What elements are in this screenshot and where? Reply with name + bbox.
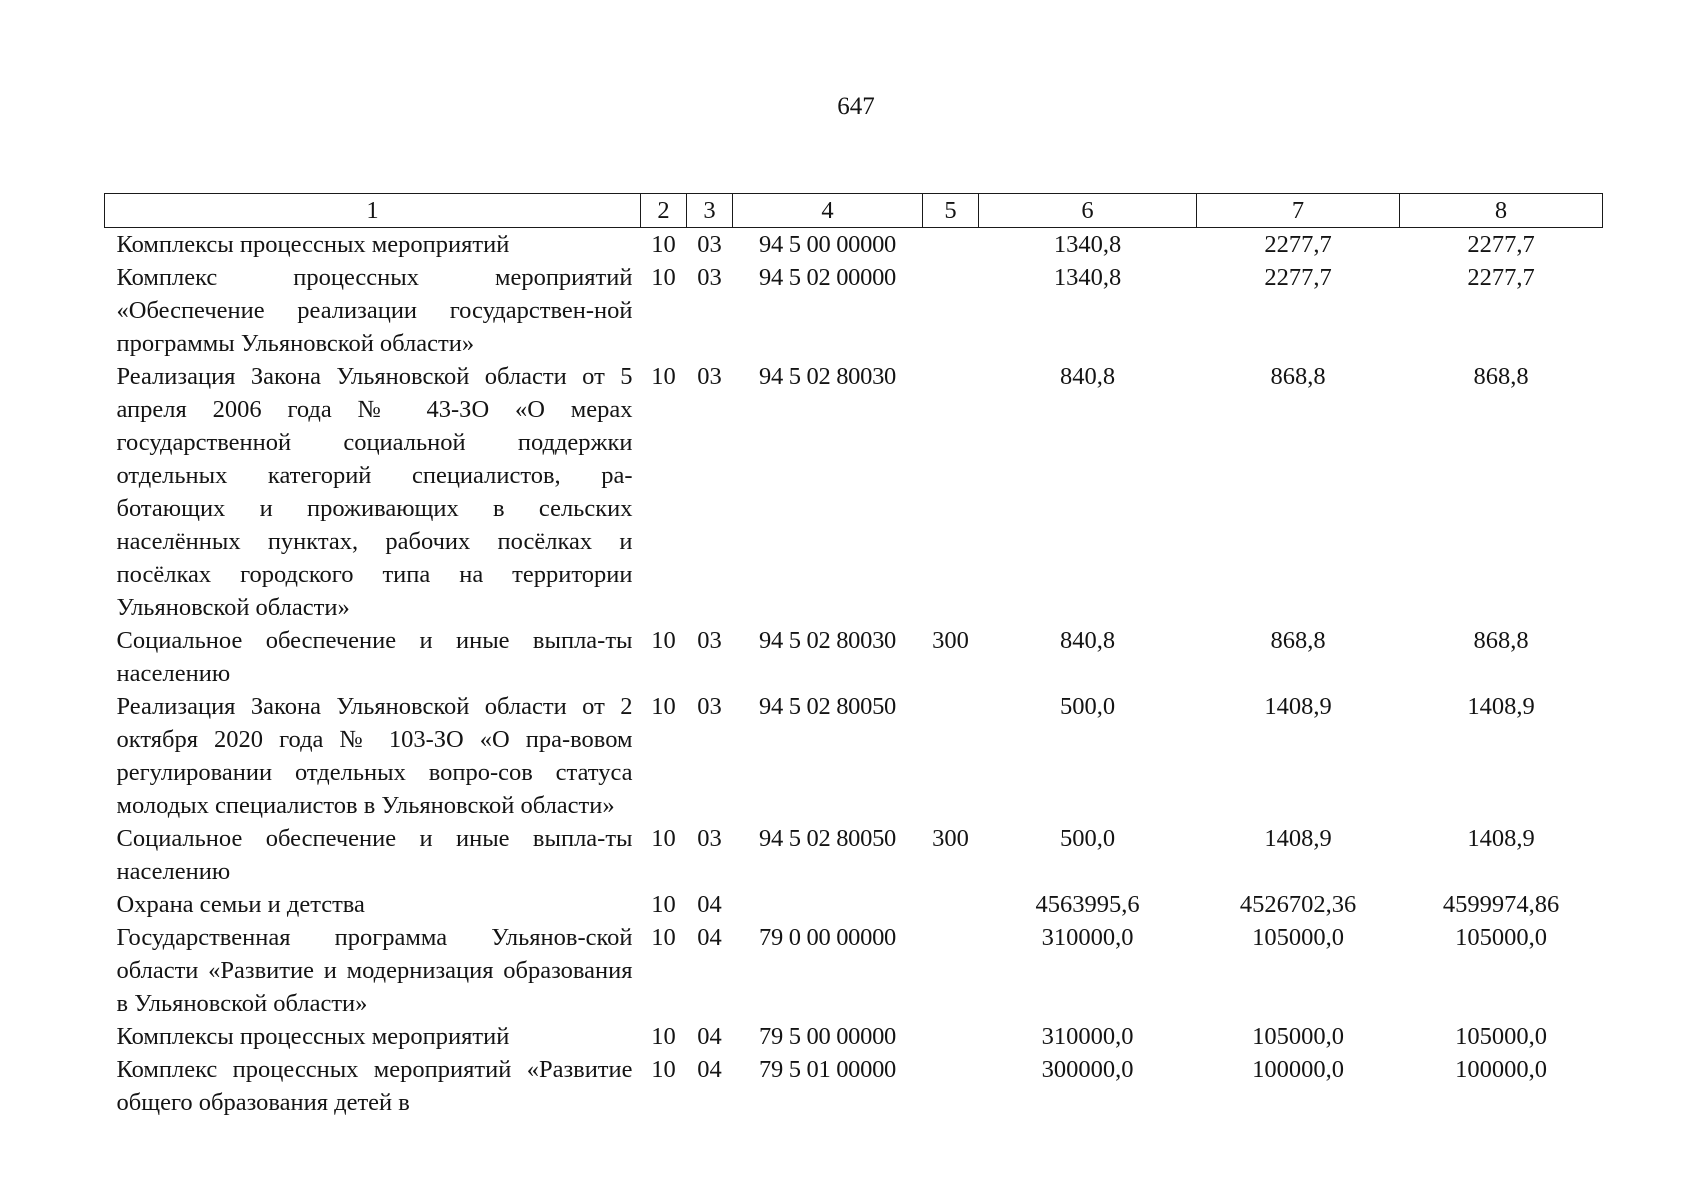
row-subsection: 03 bbox=[697, 693, 722, 720]
row-amount-col6: 300000,0 bbox=[1041, 1056, 1134, 1083]
row-amount-col8: 1408,9 bbox=[1467, 693, 1535, 720]
row-name: Комплексы процессных мероприятий bbox=[116, 231, 510, 258]
row-section: 10 bbox=[651, 363, 676, 390]
row-amount-col8: 1408,9 bbox=[1467, 825, 1535, 852]
row-expense-type: 300 bbox=[932, 627, 969, 654]
row-subsection: 03 bbox=[697, 264, 722, 291]
row-subsection: 04 bbox=[697, 924, 722, 951]
row-section: 10 bbox=[651, 1023, 676, 1050]
row-target-code: 79 5 00 00000 bbox=[759, 1023, 896, 1050]
row-amount-col6: 500,0 bbox=[1059, 693, 1116, 720]
row-amount-col8: 868,8 bbox=[1473, 627, 1529, 654]
row-amount-col8: 100000,0 bbox=[1455, 1056, 1547, 1083]
row-amount-col6: 4563995,6 bbox=[1035, 891, 1140, 918]
row-amount-col7: 2277,7 bbox=[1264, 231, 1332, 258]
row-subsection: 03 bbox=[697, 825, 722, 852]
row-subsection: 04 bbox=[697, 1056, 722, 1083]
header-col-8: 8 bbox=[1400, 194, 1603, 228]
header-col-5: 5 bbox=[923, 194, 979, 228]
row-target-code: 79 0 00 00000 bbox=[759, 924, 896, 951]
table-row bbox=[105, 624, 1603, 690]
row-target-code: 94 5 00 00000 bbox=[759, 231, 896, 258]
row-amount-col7: 2277,7 bbox=[1264, 264, 1332, 291]
row-name: Комплекс процессных мероприятий «Развитие общего образования детей в bbox=[116, 1056, 633, 1116]
row-amount-col8: 4599974,86 bbox=[1442, 891, 1560, 918]
table-row bbox=[105, 360, 1603, 624]
budget-table-container bbox=[104, 193, 1602, 1119]
row-section: 10 bbox=[651, 693, 676, 720]
row-target-code: 94 5 02 80030 bbox=[759, 363, 896, 390]
row-expense-type bbox=[923, 888, 979, 921]
row-name: Государственная программа Ульянов-ской области «Развитие и модернизация образования в Ульяновской области» bbox=[116, 924, 633, 1017]
header-col-6: 6 bbox=[979, 194, 1197, 228]
table-body bbox=[105, 228, 1603, 1120]
row-amount-col8: 105000,0 bbox=[1455, 1023, 1547, 1050]
row-amount-col6: 1340,8 bbox=[1053, 231, 1122, 258]
table-row bbox=[105, 822, 1603, 888]
row-amount-col6: 840,8 bbox=[1059, 627, 1116, 654]
row-expense-type bbox=[923, 1020, 979, 1053]
table-row bbox=[105, 921, 1603, 1020]
header-col-1: 1 bbox=[105, 194, 641, 228]
header-col-7: 7 bbox=[1197, 194, 1400, 228]
row-amount-col6: 310000,0 bbox=[1041, 924, 1134, 951]
row-section: 10 bbox=[651, 825, 676, 852]
table-row bbox=[105, 1053, 1603, 1119]
row-name: Реализация Закона Ульяновской области от 5 апреля 2006 года № 43-ЗО «О мерах государственной социальной поддержки отдельных категорий специалистов, ра-ботающих и проживающих в сельских населённых пунктах, рабочих посёлках и посёлках городского типа на территории Ульяновской области» bbox=[116, 363, 633, 621]
row-amount-col8: 2277,7 bbox=[1467, 231, 1535, 258]
row-section: 10 bbox=[651, 264, 676, 291]
header-col-4: 4 bbox=[733, 194, 923, 228]
row-amount-col7: 100000,0 bbox=[1252, 1056, 1344, 1083]
header-col-2: 2 bbox=[641, 194, 687, 228]
row-amount-col8: 868,8 bbox=[1473, 363, 1529, 390]
budget-table bbox=[104, 193, 1603, 1119]
row-amount-col8: 2277,7 bbox=[1467, 264, 1535, 291]
row-subsection: 03 bbox=[697, 231, 722, 258]
table-row bbox=[105, 261, 1603, 360]
row-amount-col7: 1408,9 bbox=[1264, 693, 1332, 720]
row-target-code bbox=[733, 888, 923, 921]
row-name: Комплексы процессных мероприятий bbox=[116, 1023, 510, 1050]
row-section: 10 bbox=[651, 231, 676, 258]
table-row bbox=[105, 228, 1603, 262]
table-row bbox=[105, 1020, 1603, 1053]
row-expense-type bbox=[923, 690, 979, 822]
row-target-code: 94 5 02 00000 bbox=[759, 264, 896, 291]
row-expense-type bbox=[923, 1053, 979, 1119]
row-name: Реализация Закона Ульяновской области от 2 октября 2020 года № 103-ЗО «О пра-вовом регулировании отдельных вопро-сов статуса молодых специалистов в Ульяновской области» bbox=[116, 693, 633, 819]
row-name: Охрана семьи и детства bbox=[116, 891, 365, 918]
row-amount-col8: 105000,0 bbox=[1455, 924, 1547, 951]
row-amount-col7: 105000,0 bbox=[1252, 924, 1344, 951]
row-expense-type: 300 bbox=[932, 825, 969, 852]
table-header bbox=[105, 194, 1603, 228]
table-row bbox=[105, 690, 1603, 822]
row-expense-type bbox=[923, 360, 979, 624]
row-amount-col6: 840,8 bbox=[1059, 363, 1116, 390]
row-target-code: 94 5 02 80050 bbox=[759, 825, 896, 852]
header-row bbox=[105, 194, 1603, 228]
row-amount-col6: 500,0 bbox=[1059, 825, 1116, 852]
row-name: Социальное обеспечение и иные выпла-ты населению bbox=[116, 627, 633, 687]
row-expense-type bbox=[923, 228, 979, 262]
row-amount-col7: 1408,9 bbox=[1264, 825, 1332, 852]
row-amount-col7: 868,8 bbox=[1270, 627, 1326, 654]
page-number: 647 bbox=[837, 93, 875, 120]
row-amount-col7: 4526702,36 bbox=[1239, 891, 1357, 918]
table-row bbox=[105, 888, 1603, 921]
row-expense-type bbox=[923, 921, 979, 1020]
row-subsection: 04 bbox=[697, 1023, 722, 1050]
row-section: 10 bbox=[651, 1056, 676, 1083]
row-amount-col6: 1340,8 bbox=[1053, 264, 1122, 291]
row-target-code: 79 5 01 00000 bbox=[759, 1056, 896, 1083]
row-expense-type bbox=[923, 261, 979, 360]
row-subsection: 03 bbox=[697, 363, 722, 390]
header-col-3: 3 bbox=[687, 194, 733, 228]
row-name: Комплекс процессных мероприятий «Обеспечение реализации государствен-ной программы Ульяновской области» bbox=[116, 264, 633, 357]
row-subsection: 04 bbox=[697, 891, 722, 918]
row-name: Социальное обеспечение и иные выпла-ты населению bbox=[116, 825, 633, 885]
row-target-code: 94 5 02 80050 bbox=[759, 693, 896, 720]
row-amount-col6: 310000,0 bbox=[1041, 1023, 1134, 1050]
row-target-code: 94 5 02 80030 bbox=[759, 627, 896, 654]
row-subsection: 03 bbox=[697, 627, 722, 654]
row-section: 10 bbox=[651, 891, 676, 918]
row-amount-col7: 868,8 bbox=[1270, 363, 1326, 390]
row-amount-col7: 105000,0 bbox=[1252, 1023, 1344, 1050]
row-section: 10 bbox=[651, 627, 676, 654]
row-section: 10 bbox=[651, 924, 676, 951]
